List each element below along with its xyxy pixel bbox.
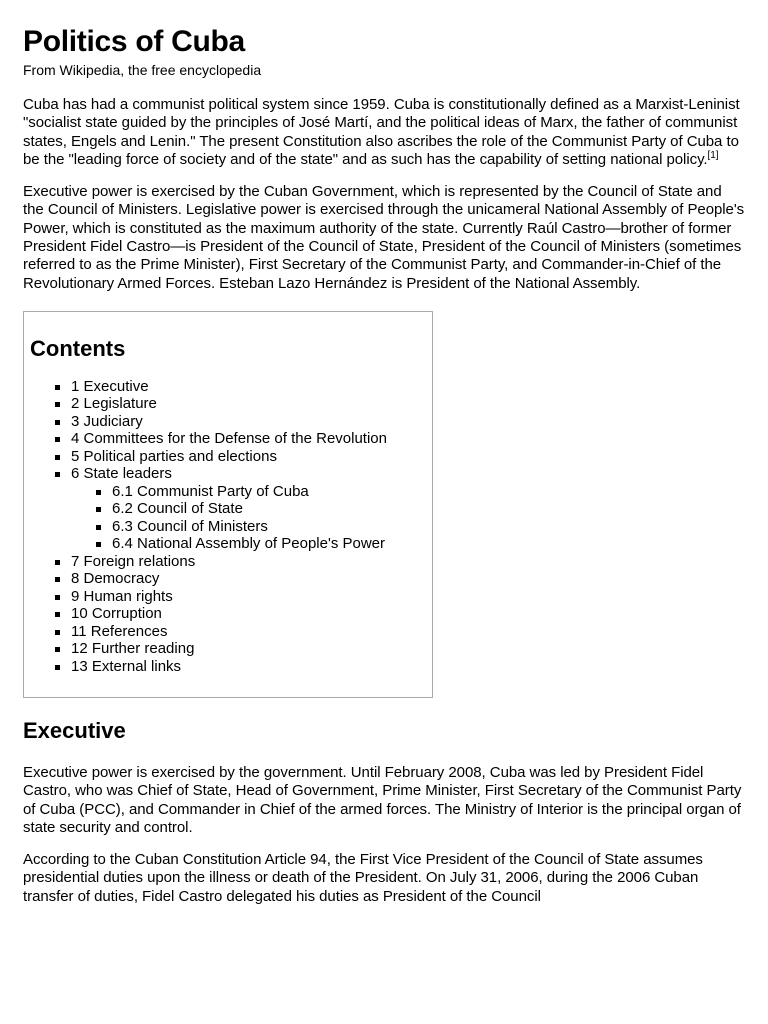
toc-item-legislature[interactable] [30,395,432,413]
toc-item-political-parties[interactable] [30,448,432,466]
toc-item-committees[interactable] [30,430,432,448]
toc-link[interactable]: 13 External links [71,657,182,675]
bullet-icon [55,595,60,600]
bullet-icon [55,665,60,670]
bullet-icon [55,385,60,390]
intro-paragraph-1-text: Cuba has had a communist political system since 1959. Cuba is constitutionally defined as a Marxist-Leninist "socialist state guided by the principles of José Martí, and the political ideas of Marx, the father of communist states, Engels and Lenin." The present Constitution also ascribes the role of the Communist Party of Cuba to be the "leading force of society and of the state" and as such has the capability of setting national policy. [23,96,740,168]
bullet-icon [55,402,60,407]
executive-paragraph-1: Executive power is exercised by the government. Until February 2008, Cuba was led by President Fidel Castro, who was Chief of State, Head of Government, Prime Minister, First Secretary of the Communist Party of Cuba (PCC), and Commander in Chief of the armed forces. The Ministry of Interior is the principal organ of state security and control. [23,763,742,836]
bullet-icon [55,455,60,460]
toc-item-human-rights[interactable] [30,588,432,606]
toc-item-corruption[interactable] [30,605,432,623]
bullet-icon [96,507,101,512]
toc-link[interactable]: 9 Human rights [71,587,173,605]
toc-item-state-leaders[interactable] [30,465,432,483]
toc-link[interactable]: 8 Democracy [71,570,160,588]
toc-title: Contents [30,335,126,361]
toc-link[interactable]: 6.3 Council of Ministers [112,517,268,535]
bullet-icon [96,542,101,547]
bullet-icon [55,647,60,652]
bullet-icon [55,630,60,635]
toc-item-further-reading[interactable] [30,640,432,658]
page-subtitle: From Wikipedia, the free encyclopedia [23,62,262,78]
bullet-icon [96,525,101,530]
bullet-icon [96,490,101,495]
toc-link[interactable]: 4 Committees for the Defense of the Revolution [71,430,387,448]
toc-link[interactable]: 10 Corruption [71,605,162,623]
toc-item-council-of-ministers[interactable] [30,518,432,536]
toc-item-council-of-state[interactable] [30,500,432,518]
toc-item-foreign-relations[interactable] [30,553,432,571]
toc-item-external-links[interactable] [30,658,432,676]
toc-item-references[interactable] [30,623,432,641]
intro-paragraph-2: Executive power is exercised by the Cuban Government, which is represented by the Council of State and the Council of Ministers. Legislative power is exercised through the unicameral National Assembly of People's Power, which is constituted as the maximum authority of the state. Currently Raúl Castro—brother of former President Fidel Castro—is President of the Council of State, President of the Council of Ministers (sometimes referred to as the Prime Minister), First Secretary of the Communist Party, and Commander-in-Chief of the Revolutionary Armed Forces. Esteban Lazo Hernández is President of the National Assembly. [23,183,745,292]
toc-link[interactable]: 6.2 Council of State [112,500,243,518]
toc-item-democracy[interactable] [30,570,432,588]
reference-link[interactable]: [1] [707,149,719,161]
bullet-icon [55,472,60,477]
intro-paragraph-1 [23,96,745,169]
toc-link[interactable]: 6.4 National Assembly of People's Power [112,535,386,553]
toc-item-national-assembly[interactable] [30,535,432,553]
bullet-icon [55,560,60,565]
toc-item-judiciary[interactable] [30,413,432,431]
toc-link[interactable]: 5 Political parties and elections [71,447,277,465]
bullet-icon [55,437,60,442]
toc-link[interactable]: 7 Foreign relations [71,552,196,570]
section-heading-executive: Executive [23,717,126,743]
executive-paragraph-2: According to the Cuban Constitution Article 94, the First Vice President of the Council of State assumes presidential duties upon the illness or death of the President. On July 31, 2006, during the 2006 Cuban transfer of duties, Fidel Castro delegated his duties as President of the Council [23,851,703,905]
bullet-icon [55,420,60,425]
toc-list [30,378,432,676]
table-of-contents [23,311,433,698]
article [23,0,745,906]
toc-item-executive[interactable] [30,378,432,396]
toc-link[interactable]: 12 Further reading [71,640,195,658]
toc-link[interactable]: 2 Legislature [71,395,157,413]
toc-link[interactable]: 11 References [71,622,168,640]
toc-link[interactable]: 3 Judiciary [71,412,143,430]
toc-link[interactable]: 6.1 Communist Party of Cuba [112,482,309,500]
toc-link[interactable]: 1 Executive [71,377,149,395]
bullet-icon [55,612,60,617]
toc-item-communist-party[interactable] [30,483,432,501]
toc-link[interactable]: 6 State leaders [71,465,172,483]
page-title: Politics of Cuba [23,25,245,58]
bullet-icon [55,577,60,582]
